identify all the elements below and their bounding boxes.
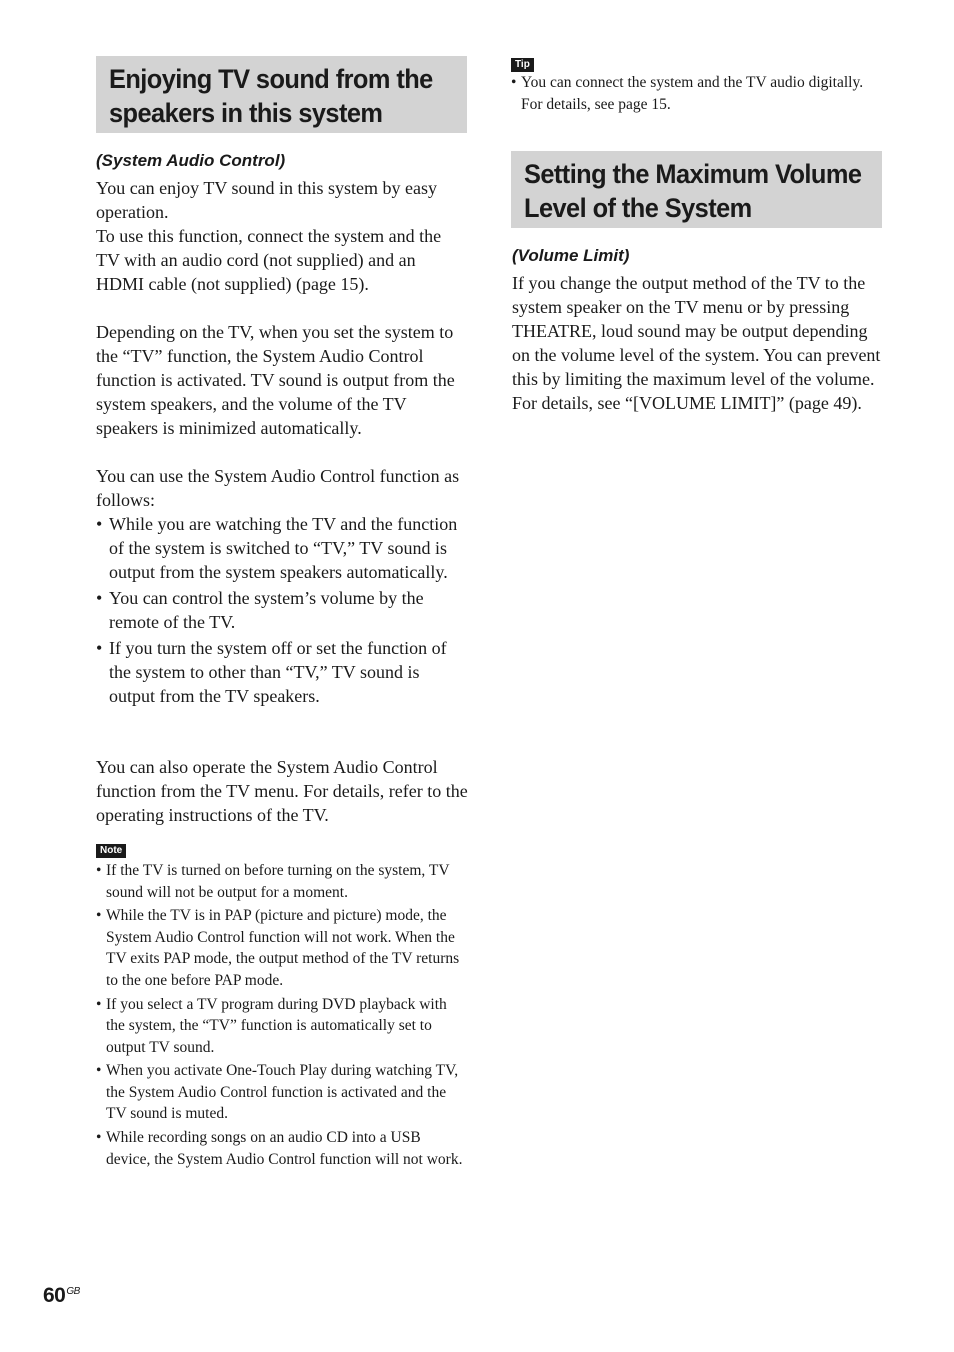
subheading-system-audio-control: (System Audio Control) [96,151,286,170]
volume-limit-text [512,271,884,415]
menu-operation-text [96,755,468,827]
paragraph: You can enjoy TV sound in this system by easy operation. [96,178,438,222]
paragraph: You can also operate the System Audio Control function from the TV menu. For details, refer to the operating instructions of the TV. [96,757,468,825]
heading-line-2: speakers in this system [109,98,383,128]
note-label: Note [96,844,126,858]
page-number-value: 60 [43,1284,66,1307]
heading-line-1: Setting the Maximum Volume [524,159,862,189]
tip-label: Tip [511,58,534,72]
notes-list [96,860,466,1172]
region-code: GB [66,1286,80,1297]
list-item: • When you activate One-Touch Play during watching TV, the System Audio Control function is activated and the TV sound is muted. [96,1060,466,1125]
list-item: • You can connect the system and the TV audio digitally. For details, see page 15. [511,72,883,115]
heading-line-2: Level of the System [524,193,752,223]
paragraph: Depending on the TV, when you set the system to the “TV” function, the System Audio Control function is activated. TV sound is output from the system speakers, and the volume of the TV speakers is minimized automatically. [96,322,455,438]
list-item: • While you are watching the TV and the function of the system is switched to “TV,” TV sound is output from the system speakers automatically. [96,512,468,584]
intro-text [96,176,468,512]
feature-list [96,512,468,710]
heading-line-1: Enjoying TV sound from the [109,64,433,94]
heading-title [109,62,434,130]
paragraph: You can use the System Audio Control function as follows: [96,466,460,510]
heading-title [524,157,862,225]
tips-list [511,72,883,117]
page-number [43,1284,80,1308]
list-item: • If you turn the system off or set the function of the system to other than “TV,” TV sound is output from the TV speakers. [96,636,468,708]
subheading-volume-limit: (Volume Limit) [512,246,630,265]
list-item: • While recording songs on an audio CD into a USB device, the System Audio Control function will not work. [96,1127,466,1170]
section-heading-tv-sound [96,56,467,133]
section-heading-volume-limit [511,151,882,228]
list-item: • If the TV is turned on before turning on the system, TV sound will not be output for a moment. [96,860,466,903]
paragraph: To use this function, connect the system and the TV with an audio cord (not supplied) and an HDMI cable (not supplied) (page 15). [96,226,442,294]
list-item: • While the TV is in PAP (picture and picture) mode, the System Audio Control function will not work. When the TV exits PAP mode, the output method of the TV returns to the one before PAP mode. [96,905,466,991]
paragraph: If you change the output method of the TV to the system speaker on the TV menu or by pressing THEATRE, loud sound may be output depending on the volume level of the system. You can prevent this by limiting the maximum level of the volume. For details, see “[VOLUME LIMIT]” (page 49). [512,273,881,413]
list-item: • If you select a TV program during DVD playback with the system, the “TV” function is automatically set to output TV sound. [96,994,466,1059]
list-item: • You can control the system’s volume by the remote of the TV. [96,586,468,634]
